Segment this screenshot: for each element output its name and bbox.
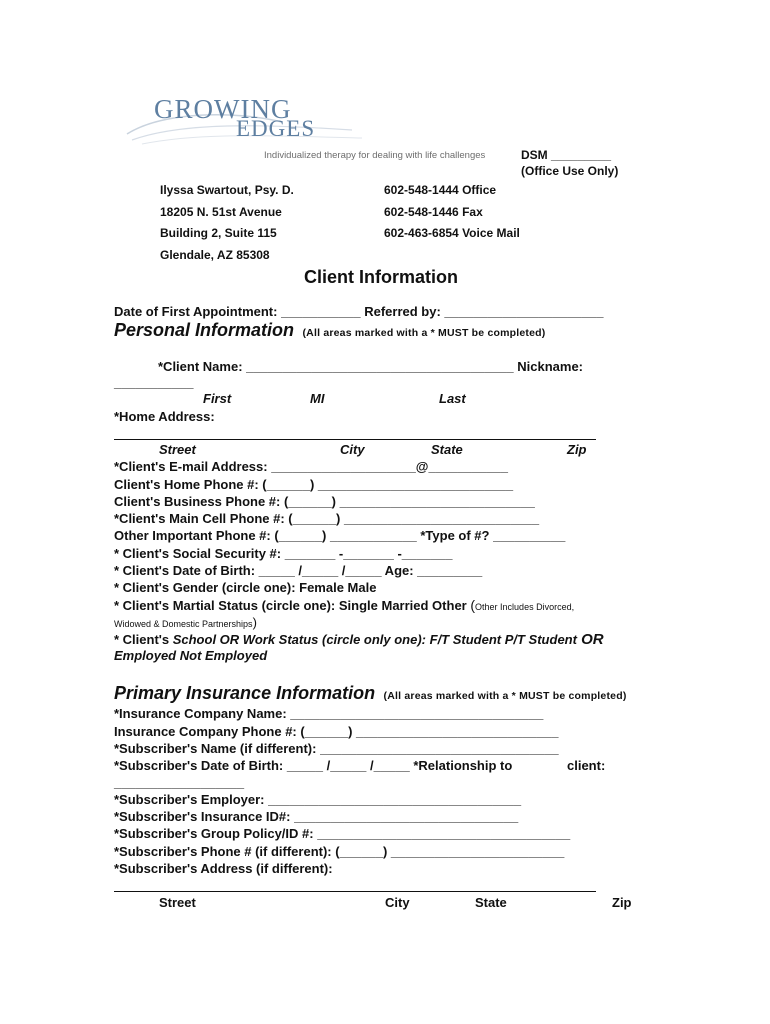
work-status-label: School OR Work Status (circle only one): F/T Student P/T Student [172, 632, 577, 647]
zip-label: Zip [567, 442, 587, 457]
business-phone-field[interactable]: Client's Business Phone #: (______) ___________________________ [114, 494, 535, 509]
subscriber-group-id-field[interactable]: *Subscriber's Group Policy/ID #: ___________________________________ [114, 826, 571, 841]
nickname-field[interactable]: ___________ [114, 375, 194, 390]
other-phone-field[interactable]: Other Important Phone #: (______) ____________ *Type of #? __________ [114, 528, 566, 543]
office-use-label: (Office Use Only) [521, 164, 619, 178]
voicemail-number: 602-463-6854 Voice Mail [384, 226, 520, 240]
street-address: 18205 N. 51st Avenue [160, 205, 282, 219]
office-phone: 602-548-1444 Office [384, 183, 497, 197]
cell-phone-field[interactable]: *Client's Main Cell Phone #: (______) ___________________________ [114, 511, 540, 526]
client-name-field[interactable]: *Client Name: _____________________________________ Nickname: [158, 359, 584, 374]
ins-city-label: City [385, 895, 410, 910]
subscriber-address-line[interactable] [114, 891, 596, 892]
first-label: First [203, 391, 232, 406]
marital-status-row[interactable] [114, 597, 574, 613]
city-state-zip: Glendale, AZ 85308 [160, 248, 270, 262]
subscriber-insurance-id-field[interactable]: *Subscriber's Insurance ID#: _______________________________ [114, 809, 519, 824]
personal-heading: Personal Information [114, 320, 295, 340]
marital-note-cont: Widowed & Domestic Partnerships [114, 619, 253, 629]
mi-label: MI [310, 391, 325, 406]
client-label: client: [567, 758, 606, 773]
ins-state-label: State [475, 895, 507, 910]
street-label: Street [159, 442, 196, 457]
state-label: State [431, 442, 463, 457]
subscriber-name-field[interactable]: *Subscriber's Name (if different): _________________________________ [114, 741, 559, 756]
page-title: Client Information [304, 267, 458, 287]
building-suite: Building 2, Suite 115 [160, 226, 277, 240]
marital-note-open: ( [470, 597, 476, 613]
marital-status-label: * Client's Martial Status (circle one): Single Married Other [114, 598, 467, 613]
subscriber-address-label: *Subscriber's Address (if different): [114, 861, 333, 876]
work-status-or: OR [576, 631, 604, 648]
marital-note-text: Includes Divorced, [497, 602, 575, 612]
ins-zip-label: Zip [612, 895, 632, 910]
insurance-heading-row [114, 683, 627, 704]
dob-field[interactable]: * Client's Date of Birth: _____ /_____ /_____ Age: _________ [114, 563, 483, 578]
personal-note: (All areas marked with a * MUST be completed) [302, 327, 546, 339]
city-label: City [340, 442, 365, 457]
subscriber-employer-field[interactable]: *Subscriber's Employer: ___________________________________ [114, 792, 522, 807]
employment-options[interactable]: Employed Not Employed [114, 648, 268, 663]
provider-name: Ilyssa Swartout, Psy. D. [160, 183, 294, 197]
insurance-phone-field[interactable]: Insurance Company Phone #: (______) ____________________________ [114, 724, 559, 739]
logo-tagline: Individualized therapy for dealing with life challenges [264, 150, 486, 161]
work-status-row[interactable] [114, 631, 604, 648]
work-status-prefix: * Client's [114, 632, 173, 647]
first-appointment-line[interactable]: Date of First Appointment: ___________ Referred by: ______________________ [114, 304, 604, 319]
marital-note-row [114, 614, 257, 632]
ssn-field[interactable]: * Client's Social Security #: _______ -_______ -_______ [114, 546, 453, 561]
home-address-label: *Home Address: [114, 409, 215, 424]
insurance-note: (All areas marked with a * MUST be completed) [383, 690, 627, 702]
relationship-field[interactable]: __________________ [114, 775, 245, 790]
ins-street-label: Street [159, 895, 196, 910]
email-field[interactable]: *Client's E-mail Address: ____________________@___________ [114, 459, 509, 474]
dsm-field: DSM _________ [521, 148, 612, 162]
last-label: Last [439, 391, 466, 406]
subscriber-dob-field[interactable]: *Subscriber's Date of Birth: _____ /_____ /_____ *Relationship to [114, 758, 513, 773]
home-phone-field[interactable]: Client's Home Phone #: (______) ___________________________ [114, 477, 514, 492]
marital-note-close: ) [252, 615, 257, 630]
home-address-line[interactable] [114, 439, 596, 440]
fax-number: 602-548-1446 Fax [384, 205, 483, 219]
insurance-company-field[interactable]: *Insurance Company Name: ___________________________________ [114, 706, 544, 721]
gender-field[interactable]: * Client's Gender (circle one): Female Male [114, 580, 377, 595]
marital-note-other: Other [475, 602, 498, 612]
personal-heading-row [114, 320, 545, 341]
logo-growing: GROWING [154, 94, 292, 124]
subscriber-phone-field[interactable]: *Subscriber's Phone # (if different): (______) ________________________ [114, 844, 565, 859]
logo-edges: EDGES [236, 116, 316, 141]
insurance-heading: Primary Insurance Information [114, 683, 376, 703]
